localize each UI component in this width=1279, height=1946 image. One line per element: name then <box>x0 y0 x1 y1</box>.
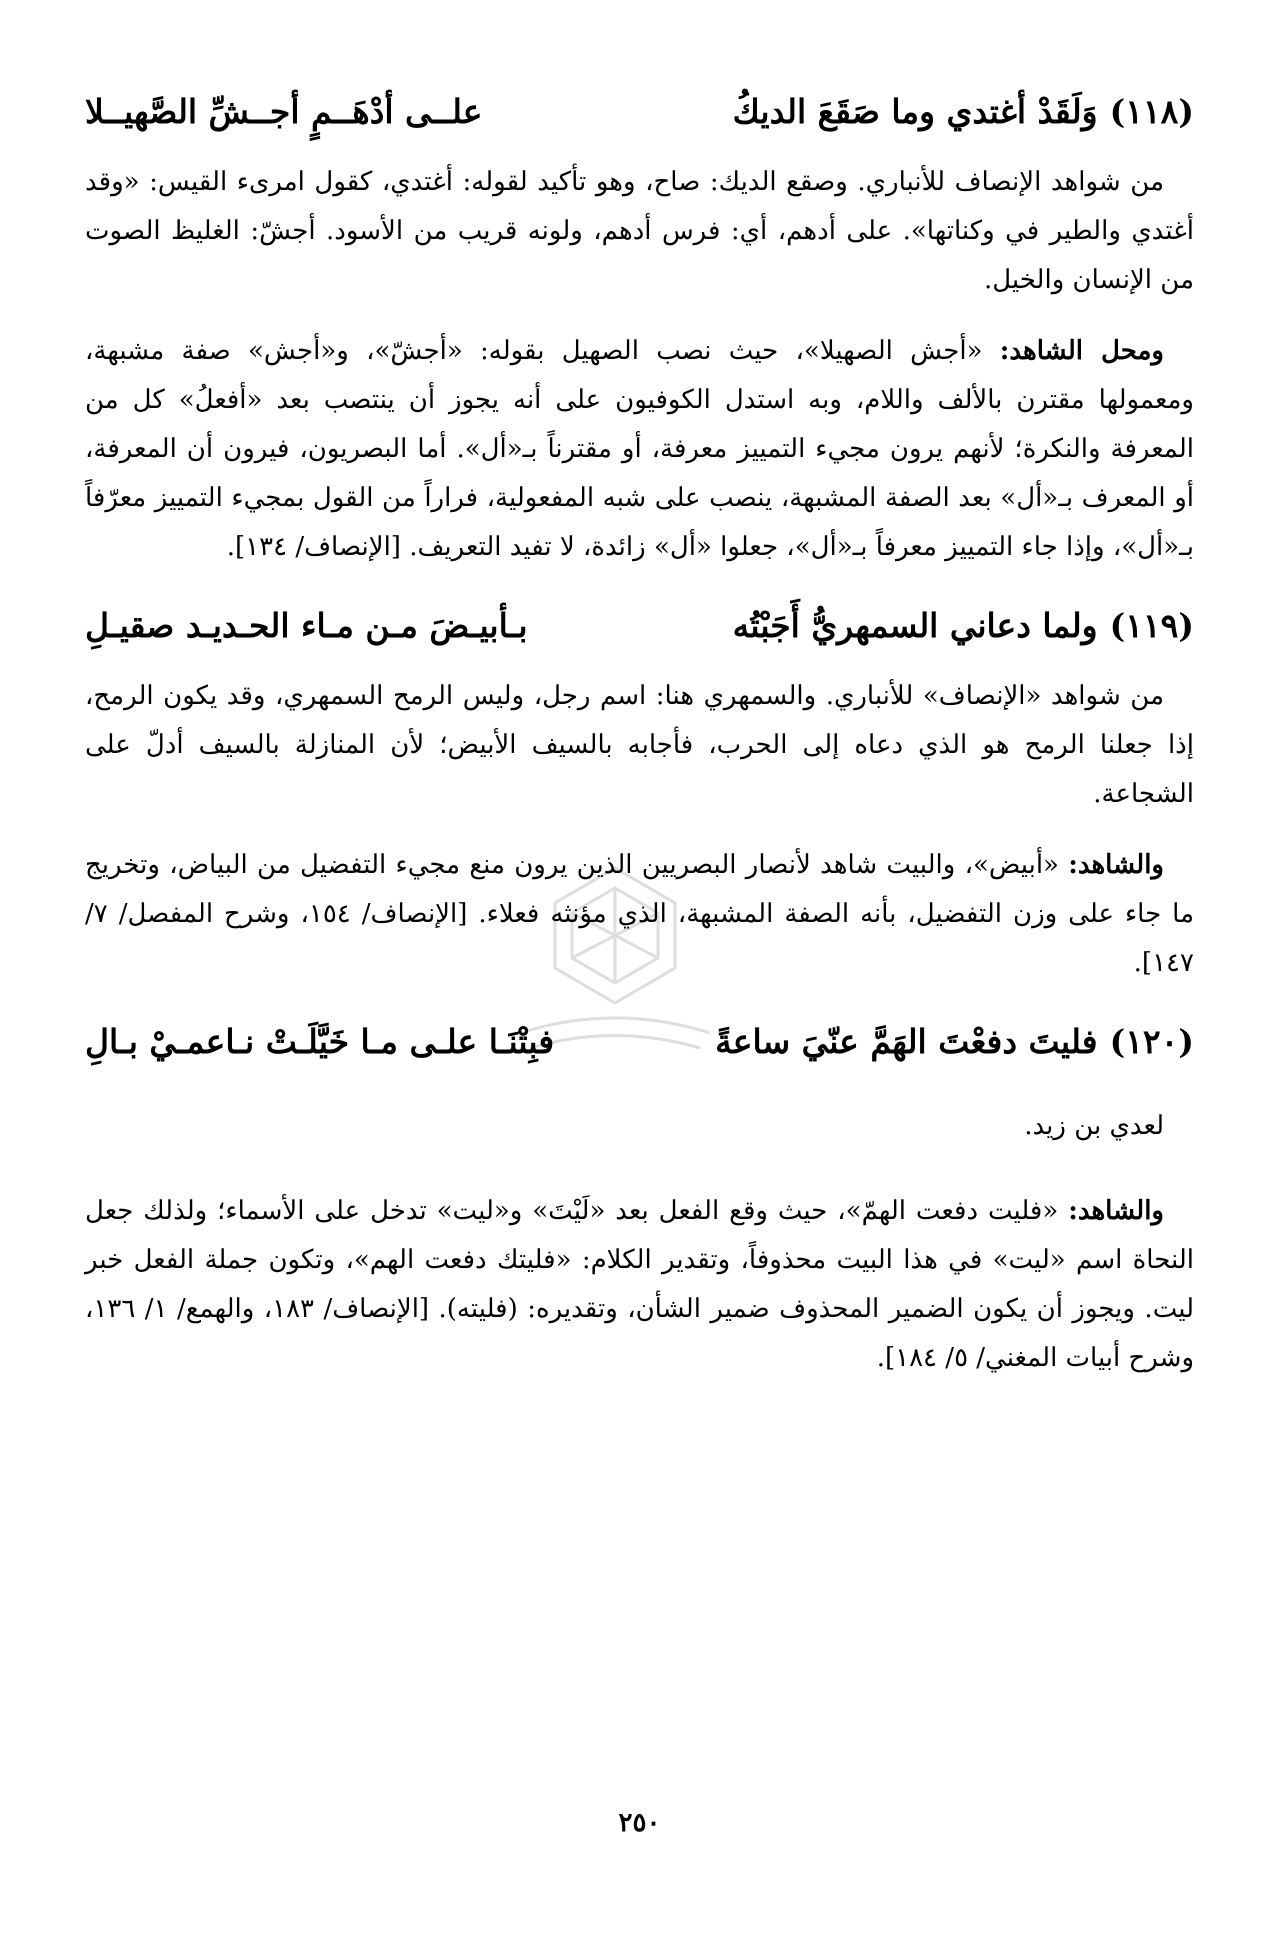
evidence-paragraph <box>85 327 1194 572</box>
paragraph-text: من شواهد «الإنصاف» للأنباري. والسمهري هنا: اسم رجل، وليس الرمح السمهري، وقد يكون الرمح، إذا جعلنا الرمح هو الذي دعاه إلى الحرب، فأجابه بالسيف الأبيض؛ لأن المنازلة بالسيف أدلّ على الشجاعة. <box>85 681 1194 809</box>
entry-number: (١٢٠) <box>1109 1022 1194 1061</box>
entry-number: (١١٨) <box>1109 92 1194 131</box>
paragraph-lead: والشاهد: <box>1068 1196 1164 1226</box>
hemistich-2: علــى أدْهَــمٍ أجــشِّ الصَّهيــلا <box>85 92 483 131</box>
hemistich-1: وَلَقَدْ أغتدي وما صَقَعَ الديكُ <box>732 92 1098 131</box>
page-number: ٢٥٠ <box>618 1808 661 1838</box>
verse-first-hemistich <box>733 88 1194 136</box>
verse-119 <box>85 602 1194 650</box>
entry-number: (١١٩) <box>1109 606 1194 645</box>
hemistich-1: ولما دعاني السمهريُّ أَجَبْتُه <box>732 606 1098 645</box>
evidence-paragraph <box>85 1187 1194 1383</box>
paragraph-text: «فليت دفعت الهمّ»، حيث وقع الفعل بعد «لَيْتَ» و«ليت» تدخل على الأسماء؛ ولذلك جعل النحاة اسم «ليت» في هذا البيت محذوفاً، وتقدير الكلام: «فليتك دفعت الهم»، وتكون جملة الفعل خبر ليت. ويجوز أن يكون الضمير المحذوف ضمير الشأن، وتقديره: (فليته). [الإنصاف/ ١٨٣، والهمع/ ١/ ١٣٦، وشرح أبيات المغني/ ٥/ ١٨٤]. <box>85 1196 1194 1373</box>
page-content <box>85 88 1194 1383</box>
commentary-paragraph <box>85 158 1194 305</box>
hemistich-2: بـأبيـضَ مـن مـاء الحـديـد صقيـلِ <box>85 606 528 645</box>
paragraph-text: من شواهد الإنصاف للأنباري. وصقع الديك: صاح، وهو تأكيد لقوله: أغتدي، كقول امرىء القيس: «وقد أغتدي والطير في وكناتها». على أدهم، أي: فرس أدهم، ولونه قريب من الأسود. أجشّ: الغليظ الصوت من الإنسان والخيل. <box>85 167 1194 295</box>
paragraph-text: «أجش الصهيلا»، حيث نصب الصهيل بقوله: «أجشّ»، و«أجش» صفة مشبهة، ومعمولها مقترن بالألف واللام، وبه استدل الكوفيون على أنه يجوز أن ينتصب بعد «أفعلُ» كل من المعرفة والنكرة؛ لأنهم يرون مجيء التمييز معرفة، أو مقترناً بـ«أل». أما البصريون، فيرون أن المعرفة، أو المعرف بـ«أل» بعد الصفة المشبهة، ينصب على شبه المفعولية، فراراً من القول بمجيء التمييز معرّفاً بـ«أل»، وإذا جاء التمييز معرفاً بـ«أل»، جعلوا «أل» زائدة، لا تفيد التعريف. [الإنصاف/ ١٣٤]. <box>85 336 1194 562</box>
paragraph-lead: ومحل الشاهد: <box>999 336 1164 366</box>
hemistich-1: فليتَ دفعْتَ الهَمَّ عنّيَ ساعةً <box>715 1022 1098 1061</box>
hemistich-2: فبِتْنَـا علـى مـا خَيَّلَـتْ نـاعمـيْ بـالِ <box>85 1022 555 1061</box>
verse-first-hemistich <box>715 1018 1194 1066</box>
evidence-paragraph <box>85 841 1194 988</box>
verse-120 <box>85 1018 1194 1066</box>
verse-118 <box>85 88 1194 136</box>
commentary-paragraph <box>85 672 1194 819</box>
paragraph-lead: والشاهد: <box>1068 850 1164 880</box>
poet-attribution: لعدي بن زيد. <box>1024 1111 1164 1141</box>
verse-first-hemistich <box>733 602 1194 650</box>
paragraph-text: «أبيض»، والبيت شاهد لأنصار البصريين الذين يرون منع مجيء التفضيل من البياض، وتخريج ما جاء على وزن التفضيل، بأنه الصفة المشبهة، الذي مؤنثه فعلاء. [الإنصاف/ ١٥٤، وشرح المفصل/ ٧/ ١٤٧]. <box>85 850 1195 978</box>
